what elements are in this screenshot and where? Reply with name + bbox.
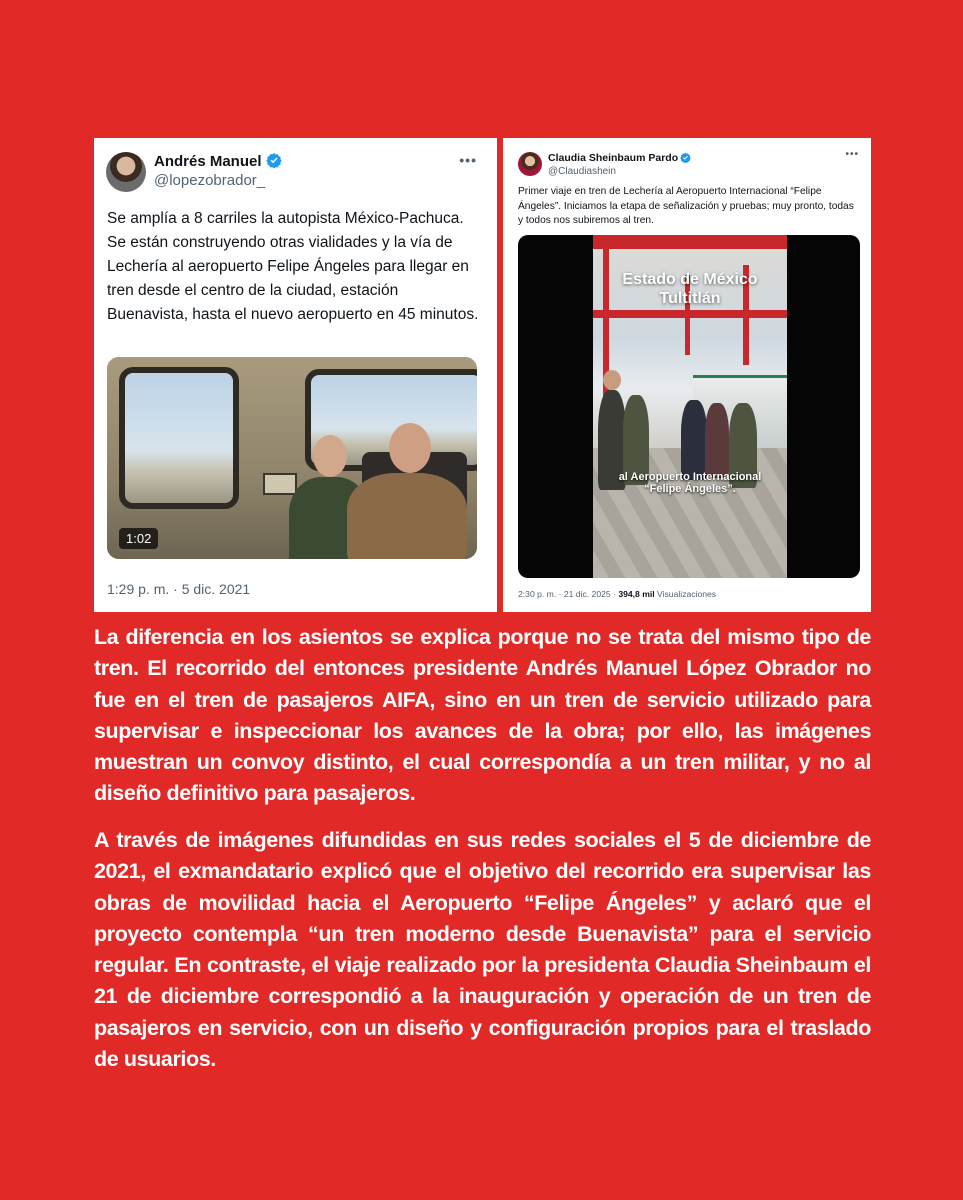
- intercom-panel: [263, 473, 297, 495]
- verified-badge-icon: [266, 152, 282, 172]
- avatar[interactable]: [518, 152, 542, 176]
- author-name-text[interactable]: Andrés Manuel: [154, 153, 262, 170]
- avatar[interactable]: [106, 152, 146, 192]
- author-handle[interactable]: @lopezobrador_: [154, 172, 266, 189]
- more-dots-icon[interactable]: •••: [845, 149, 859, 160]
- train-window-left: [119, 367, 239, 509]
- passenger-man: [347, 473, 467, 559]
- roof-beam: [593, 235, 787, 249]
- verified-badge-icon: [680, 152, 691, 166]
- tweet-timestamp[interactable]: [518, 589, 716, 599]
- video-caption: “Felipe Ángeles”.: [644, 483, 736, 495]
- worker-head: [603, 370, 621, 390]
- video-caption: al Aeropuerto Internacional: [618, 471, 762, 483]
- timestamp-text: 2:30 p. m. · 21 dic. 2025 ·: [518, 589, 619, 599]
- video-overlay-subtitle: Tultitlán: [659, 290, 721, 307]
- tweet-video[interactable]: [518, 235, 860, 578]
- passenger: [705, 403, 729, 478]
- video-duration: 1:02: [119, 528, 158, 549]
- roof-beam: [593, 310, 787, 318]
- passenger: [681, 400, 707, 480]
- author-handle[interactable]: @Claudiashein: [548, 166, 616, 177]
- tweet-card-lopezobrador: [94, 138, 497, 612]
- author-name[interactable]: [548, 152, 691, 166]
- tweet-timestamp[interactable]: 1:29 p. m. · 5 dic. 2021: [107, 581, 251, 597]
- video-overlay-title: Estado de México: [622, 271, 758, 288]
- passenger-man-head: [389, 423, 431, 473]
- views-count: 394,8 mil: [618, 589, 655, 599]
- author-name-text[interactable]: Claudia Sheinbaum Pardo: [548, 152, 679, 164]
- more-dots-icon[interactable]: •••: [459, 152, 477, 168]
- author-name[interactable]: [154, 152, 282, 172]
- video-frame-station: [593, 235, 787, 578]
- tweet-text: Primer viaje en tren de Lechería al Aeropuerto Internacional “Felipe Ángeles”. Iniciamos la etapa de señalización y pruebas; muy pronto, todas y todos nos subiremos al tren.: [518, 186, 854, 226]
- views-label: Visualizaciones: [654, 589, 717, 599]
- body-paragraph-2: A través de imágenes difundidas en sus redes sociales el 5 de diciembre de 2021, el exmandatario explicó que el objetivo del recorrido era supervisar las obras de movilidad hacia el Aeropuerto “Felipe Ángeles” y aclaró que el proyecto contempla “un tren moderno desde Buenavista” para el servicio regular. En contraste, el viaje realizado por la presidenta Claudia Sheinbaum el 21 de diciembre correspondió a la inauguración y operación de un tren de pasajeros en servicio, con un diseño y configuración propios para el traslado de usuarios.: [94, 828, 871, 1072]
- body-paragraph-1: La diferencia en los asientos se explica porque no se trata del mismo tipo de tren. El recorrido del entonces presidente Andrés Manuel López Obrador no fue en el tren de pasajeros AIFA, sino en un tren de servicio utilizado para supervisar e inspeccionar los avances de la obra; por ello, las imágenes muestran un convoy distinto, el cual correspondía a un tren militar, y no al diseño definitivo para pasajeros.: [94, 625, 871, 806]
- passenger-woman-head: [313, 435, 347, 477]
- tweet-card-claudiashein: [503, 138, 871, 612]
- tweet-video[interactable]: [107, 357, 477, 559]
- tweet-text: Se amplía a 8 carriles la autopista México-Pachuca. Se están construyendo otras vialidades y la vía de Lechería al aeropuerto Felipe Ángeles para llegar en tren desde el centro de la ciudad, estación Buenavista, hasta el nuevo aeropuerto en 45 minutos.: [107, 210, 479, 323]
